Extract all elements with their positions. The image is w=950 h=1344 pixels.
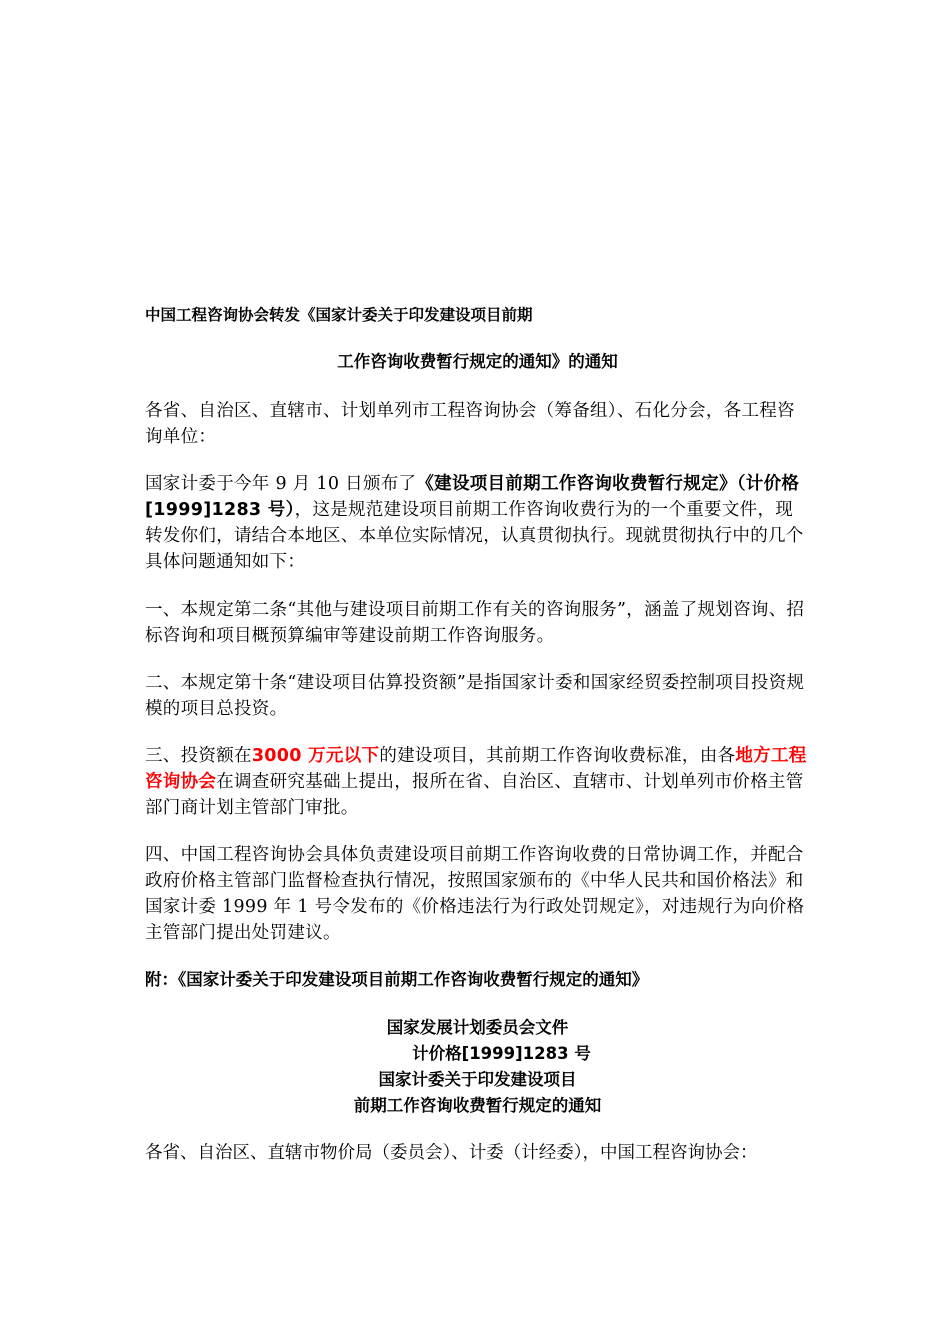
title-line-2: 工作咨询收费暂行规定的通知》的通知 bbox=[337, 352, 618, 371]
final-salutation: 各省、自治区、直辖市物价局（委员会）、计委（计经委），中国工程咨询协会： bbox=[145, 1143, 758, 1163]
doc-header-title-2: 前期工作咨询收费暂行规定的通知 bbox=[353, 1096, 602, 1115]
salutation-paragraph: 各省、自治区、直辖市、计划单列市工程咨询协会（筹备组）、石化分会，各工程咨询单位： bbox=[145, 401, 795, 447]
item-3-highlight-association: 地方工程咨询协会 bbox=[145, 746, 807, 792]
doc-header-number: 计价格[1999]1283 号 bbox=[412, 1044, 591, 1063]
intro-text-2: ，这是规范建设项目前期工作咨询收费行为的一个重要文件，现转发你们，请结合本地区、本单位实际情况，认真贯彻执行。现就贯彻执行中的几个具体问题通知如下： bbox=[145, 500, 804, 572]
item-3-text-3: 在调查研究基础上提出，报所在省、自治区、直辖市、计划单列市价格主管部门商计划主管部门审批。 bbox=[145, 772, 804, 818]
doc-header-title-1: 国家计委关于印发建设项目 bbox=[378, 1070, 577, 1089]
item-2-paragraph: 二、本规定第十条“建设项目估算投资额”是指国家计委和国家经贸委控制项目投资规模的项目总投资。 bbox=[145, 673, 805, 719]
item-3-text-1: 三、投资额在 bbox=[145, 746, 252, 766]
item-3-text-2: 的建设项目，其前期工作咨询收费标准，由各 bbox=[379, 746, 736, 766]
item-4-paragraph: 四、中国工程咨询协会具体负责建设项目前期工作咨询收费的日常协调工作，并配合政府价格主管部门监督检查执行情况，按照国家颁布的《中华人民共和国价格法》和国家计委 1999 年 1 号令发布的《价格违法行为行政处罚规定》，对违规行为向价格主管部门提出处罚建议。 bbox=[145, 845, 805, 943]
item-3-paragraph bbox=[145, 743, 810, 821]
doc-header-org: 国家发展计划委员会文件 bbox=[386, 1018, 569, 1037]
item-1-paragraph: 一、本规定第二条“其他与建设项目前期工作有关的咨询服务”，涵盖了规划咨询、招标咨询和项目概预算编审等建设前期工作咨询服务。 bbox=[145, 600, 805, 646]
title-line-1: 中国工程咨询协会转发《国家计委关于印发建设项目前期 bbox=[145, 306, 533, 324]
intro-text-1: 国家计委于今年 9 月 10 日颁布了 bbox=[145, 474, 417, 494]
item-3-highlight-amount: 3000 万元以下 bbox=[251, 746, 380, 766]
intro-paragraph bbox=[145, 471, 810, 575]
intro-regulation-title: 《建设项目前期工作咨询收费暂行规定》（计价格[1999]1283 号） bbox=[145, 474, 800, 520]
attachment-line: 附：《国家计委关于印发建设项目前期工作咨询收费暂行规定的通知》 bbox=[145, 970, 649, 989]
